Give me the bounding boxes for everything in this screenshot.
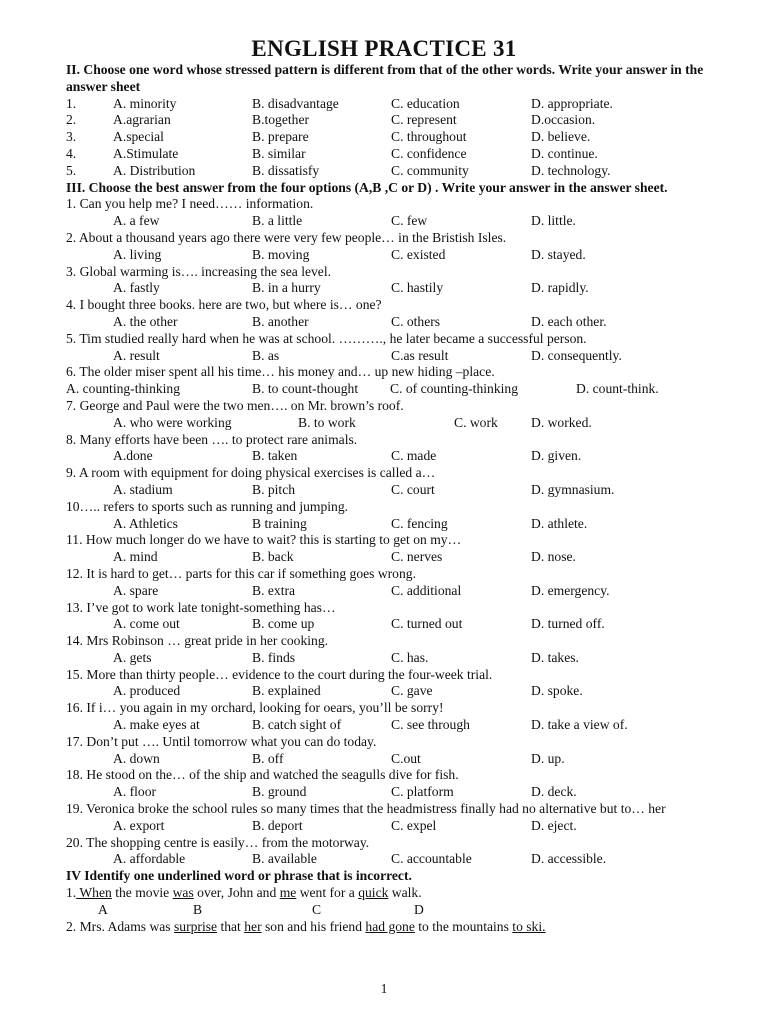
question-text: 11. How much longer do we have to wait? this is starting to get on my… — [66, 532, 462, 548]
option-b: B. off — [252, 750, 284, 766]
option-c: C. accountable — [391, 851, 472, 867]
option-b: B. to work — [298, 414, 356, 430]
section-2-list — [66, 96, 738, 180]
question-text: 10….. refers to sports such as running and jumping. — [66, 498, 349, 514]
option-c: C. hastily — [391, 280, 444, 296]
answer-options-row — [66, 482, 738, 499]
option-b: B. finds — [252, 649, 296, 665]
option-a: A. Athletics — [113, 515, 178, 531]
question-number: 2. — [66, 112, 77, 128]
option-b: B. pitch — [252, 481, 296, 497]
letter-d: D — [414, 901, 424, 917]
option-b: B. ground — [252, 784, 307, 800]
answer-options-row — [66, 348, 738, 365]
option-c: C. of counting-thinking — [390, 381, 518, 397]
option-a: A. produced — [113, 683, 181, 699]
letter-c: C — [312, 901, 322, 917]
option-b: B training — [252, 515, 307, 531]
option-d: D. turned off. — [531, 616, 605, 632]
question-text: 4. I bought three books. here are two, but where is… one? — [66, 297, 382, 313]
option-b: B. disadvantage — [252, 95, 339, 111]
answer-options-row — [66, 247, 738, 264]
sentence-text: to the mountains — [414, 918, 513, 934]
answer-options-row — [66, 751, 738, 768]
section-4-question-2 — [66, 919, 738, 936]
question-text: 12. It is hard to get… parts for this car if something goes wrong. — [66, 565, 416, 581]
section-3-heading: III. Choose the best answer from the four options (A,B ,C or D) . Write your answer in the answer sheet. — [66, 179, 668, 195]
section-4-question-1-letters — [66, 902, 738, 919]
option-c: C. see through — [391, 717, 470, 733]
answer-options-row — [66, 717, 738, 734]
question-text: 20. The shopping centre is easily… from the motorway. — [66, 834, 370, 850]
answer-options-row — [66, 818, 738, 835]
answer-options-row — [66, 314, 738, 331]
answer-options-row — [66, 650, 738, 667]
option-b: B.together — [252, 112, 310, 128]
option-b: B. come up — [252, 616, 315, 632]
answer-options-row — [66, 516, 738, 533]
option-c: C. made — [391, 448, 437, 464]
option-c: C. others — [391, 313, 441, 329]
stress-question-row — [66, 129, 738, 146]
section-2-heading: II. Choose one word whose stressed pattern is different from that of the other words. Write your answer in the answer sheet — [66, 62, 704, 94]
option-a: A. a few — [113, 213, 160, 229]
option-d: D.occasion. — [531, 112, 596, 128]
option-d: D. emergency. — [531, 582, 610, 598]
letter-b: B — [193, 901, 203, 917]
option-c: C. few — [391, 213, 428, 229]
option-a: A. make eyes at — [113, 717, 200, 733]
option-d: D. rapidly. — [531, 280, 589, 296]
option-d: D. accessible. — [531, 851, 607, 867]
option-b: B. as — [252, 347, 280, 363]
option-b: B. dissatisfy — [252, 162, 320, 178]
sentence-text: 2. Mrs. Adams was — [66, 918, 174, 934]
option-d: D. believe. — [531, 129, 591, 145]
question-text: 7. George and Paul were the two men…. on Mr. brown’s roof. — [66, 397, 404, 413]
underlined-option-d: to ski. — [512, 918, 546, 934]
option-a: A. floor — [113, 784, 157, 800]
answer-options-row — [66, 784, 738, 801]
option-d: D. spoke. — [531, 683, 583, 699]
option-b: B. prepare — [252, 129, 309, 145]
option-c: C. platform — [391, 784, 454, 800]
option-a: A. the other — [113, 313, 178, 329]
option-a: A. Distribution — [113, 162, 196, 178]
underlined-option-c: me — [279, 885, 297, 901]
sentence-text: went for a — [296, 885, 359, 901]
option-d: D. each other. — [531, 313, 607, 329]
option-a: A. stadium — [113, 481, 173, 497]
question-text: 13. I’ve got to work late tonight-something has… — [66, 599, 336, 615]
option-b: B. similar — [252, 145, 306, 161]
question-text: 6. The older miser spent all his time… his money and… up new hiding –place. — [66, 364, 495, 380]
option-b: B. available — [252, 851, 317, 867]
option-b: B. explained — [252, 683, 321, 699]
sentence-text: over, John and — [193, 885, 280, 901]
question-text: 3. Global warming is…. increasing the sea level. — [66, 263, 332, 279]
option-a: A. who were working — [113, 414, 232, 430]
option-d: D. eject. — [531, 817, 577, 833]
answer-options-row — [66, 616, 738, 633]
option-a: A. fastly — [113, 280, 160, 296]
option-a: A. counting-thinking — [66, 381, 181, 397]
underlined-option-d: quick — [358, 885, 389, 901]
option-c: C. nerves — [391, 549, 443, 565]
option-c: C. expel — [391, 817, 437, 833]
option-b: B. catch sight of — [252, 717, 342, 733]
option-b: B. in a hurry — [252, 280, 321, 296]
question-number: 1. — [66, 885, 77, 901]
question-text: 18. He stood on the… of the ship and watched the seagulls dive for fish. — [66, 767, 459, 783]
sentence-text: the movie — [111, 885, 173, 901]
option-a: A. living — [113, 246, 162, 262]
sentence-text: walk. — [388, 885, 422, 901]
page-number: 1 — [380, 981, 388, 996]
question-number: 1. — [66, 95, 77, 111]
answer-options-row — [66, 381, 738, 398]
sentence-text: that — [217, 918, 245, 934]
answer-options-row — [66, 583, 738, 600]
option-d: D. up. — [531, 750, 565, 766]
option-d: D. take a view of. — [531, 717, 628, 733]
question-text: 1. Can you help me? I need…… information. — [66, 196, 314, 212]
option-c: C. community — [391, 162, 469, 178]
option-a: A. down — [113, 750, 160, 766]
option-b: B. another — [252, 313, 309, 329]
option-b: B. back — [252, 549, 294, 565]
answer-options-row — [66, 415, 738, 432]
answer-options-row — [66, 549, 738, 566]
option-c: C.as result — [391, 347, 449, 363]
question-text: 14. Mrs Robinson … great pride in her cooking. — [66, 633, 329, 649]
question-text: 15. More than thirty people… evidence to the court during the four-week trial. — [66, 666, 493, 682]
option-d: D. count-think. — [576, 381, 659, 397]
option-c: C. education — [391, 95, 460, 111]
option-c: C. existed — [391, 246, 446, 262]
sentence-text: son and his friend — [261, 918, 366, 934]
option-c: C. court — [391, 481, 435, 497]
question-text: 2. About a thousand years ago there were very few people… in the Bristish Isles. — [66, 229, 507, 245]
option-c: C. throughout — [391, 129, 467, 145]
question-text: 9. A room with equipment for doing physical exercises is called a… — [66, 465, 436, 481]
option-b: B. a little — [252, 213, 303, 229]
page-title: ENGLISH PRACTICE 31 — [251, 36, 517, 61]
underlined-option-b: was — [172, 885, 194, 901]
option-c: C. additional — [391, 582, 462, 598]
underlined-option-b: her — [244, 918, 262, 934]
option-c: C. fencing — [391, 515, 448, 531]
option-d: D. takes. — [531, 649, 579, 665]
option-a: A. gets — [113, 649, 152, 665]
option-c: C.out — [391, 750, 421, 766]
option-a: A.special — [113, 129, 164, 145]
section-4-question-1 — [66, 885, 738, 902]
option-c: C. has. — [391, 649, 429, 665]
option-b: B. taken — [252, 448, 298, 464]
option-a: A. minority — [113, 95, 177, 111]
question-text: 5. Tim studied really hard when he was at school. ………., he later became a successful person. — [66, 330, 587, 346]
option-a: A.done — [113, 448, 153, 464]
option-d: D. gymnasium. — [531, 481, 615, 497]
option-a: A. export — [113, 817, 165, 833]
option-d: D. continue. — [531, 145, 598, 161]
question-number: 5. — [66, 162, 77, 178]
option-d: D. little. — [531, 213, 576, 229]
underlined-option-a: surprise — [174, 918, 218, 934]
letter-a: A — [98, 901, 108, 917]
option-c: C. gave — [391, 683, 433, 699]
option-d: D. stayed. — [531, 246, 586, 262]
option-d: D. nose. — [531, 549, 576, 565]
option-d: D. appropriate. — [531, 95, 613, 111]
option-a: A.Stimulate — [113, 145, 179, 161]
option-d: D. consequently. — [531, 347, 622, 363]
question-number: 4. — [66, 145, 77, 161]
option-d: D. given. — [531, 448, 582, 464]
answer-options-row — [66, 448, 738, 465]
option-b: B. to count-thought — [252, 381, 359, 397]
section-3-list — [66, 196, 738, 868]
option-d: D. deck. — [531, 784, 577, 800]
option-a: A. mind — [113, 549, 158, 565]
option-c: C. turned out — [391, 616, 463, 632]
question-text: 19. Veronica broke the school rules so many times that the headmistress finally had no alternative but to… her — [66, 801, 666, 817]
worksheet-content — [66, 62, 738, 935]
stress-question-row — [66, 163, 738, 180]
answer-options-row — [66, 683, 738, 700]
section-4-heading: IV Identify one underlined word or phrase that is incorrect. — [66, 868, 412, 884]
option-b: B. deport — [252, 817, 303, 833]
answer-options-row — [66, 280, 738, 297]
underlined-option-c: had gone — [365, 918, 415, 934]
option-d: D. athlete. — [531, 515, 588, 531]
option-c: C. represent — [391, 112, 457, 128]
option-d: D. technology. — [531, 162, 611, 178]
option-b: B. extra — [252, 582, 296, 598]
question-number: 3. — [66, 129, 77, 145]
option-a: A.agrarian — [113, 112, 171, 128]
option-c: C. work — [454, 414, 498, 430]
option-d: D. worked. — [531, 414, 592, 430]
answer-options-row — [66, 213, 738, 230]
underlined-option-a: When — [76, 885, 112, 901]
option-b: B. moving — [252, 246, 310, 262]
question-text: 17. Don’t put …. Until tomorrow what you can do today. — [66, 733, 377, 749]
option-c: C. confidence — [391, 145, 467, 161]
answer-options-row — [66, 851, 738, 868]
question-text: 16. If i… you again in my orchard, looking for oears, you’ll be sorry! — [66, 700, 444, 716]
stress-question-row — [66, 146, 738, 163]
option-a: A. come out — [113, 616, 180, 632]
option-a: A. affordable — [113, 851, 186, 867]
stress-question-row — [66, 112, 738, 129]
option-a: A. result — [113, 347, 160, 363]
question-text: 8. Many efforts have been …. to protect rare animals. — [66, 431, 358, 447]
stress-question-row — [66, 96, 738, 113]
option-a: A. spare — [113, 582, 159, 598]
